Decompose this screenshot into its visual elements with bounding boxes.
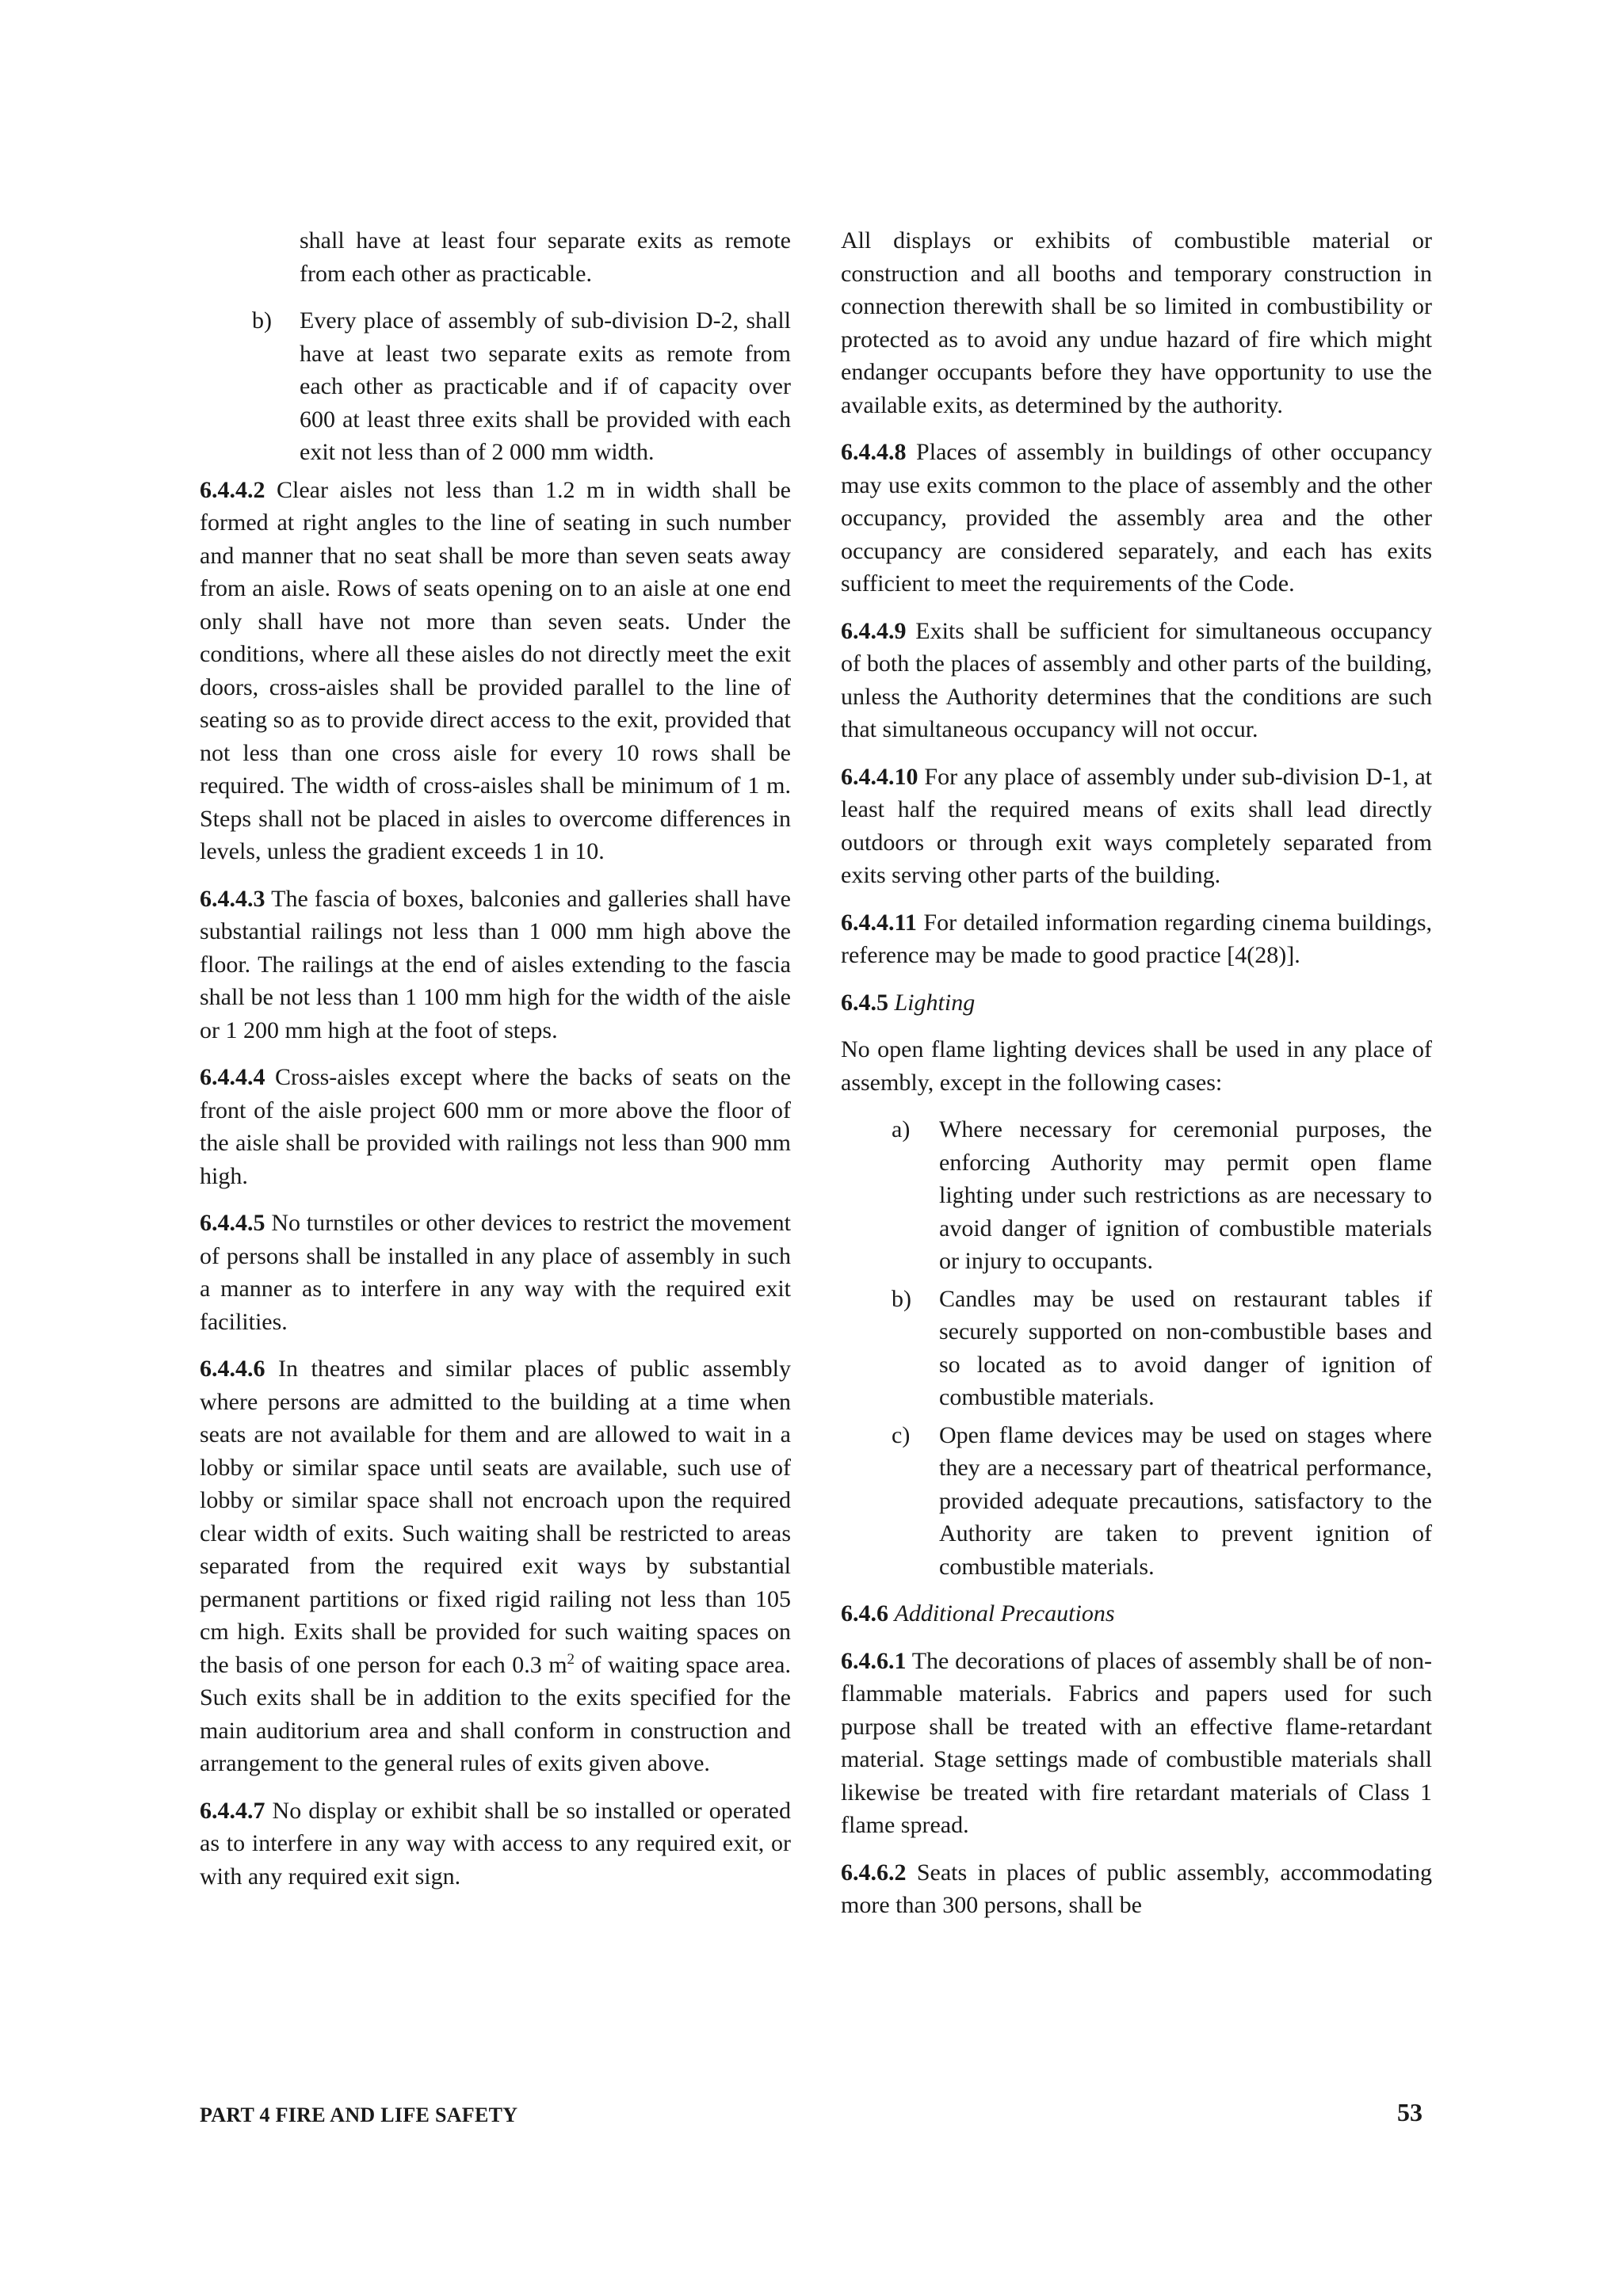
section-number: 6.4.6 bbox=[841, 1600, 888, 1627]
section-number: 6.4.5 bbox=[841, 989, 888, 1016]
clause-6-4-4-5 bbox=[200, 1207, 791, 1338]
clause-number: 6.4.4.3 bbox=[200, 885, 265, 912]
clause-text: For detailed information regarding cinema buildings, reference may be made to good practice [4(28)]. bbox=[841, 909, 1432, 968]
clause-6-4-6-2 bbox=[841, 1856, 1432, 1922]
left-column bbox=[200, 224, 791, 1907]
list-marker: a) bbox=[892, 1116, 911, 1142]
list-item-text: Open flame devices may be used on stages where they are a necessary part of theatrical performance, provided adequate precautions, satisfactory to the Authority are taken to prevent ignition of combustible materials. bbox=[939, 1421, 1432, 1580]
clause-text: Clear aisles not less than 1.2 m in width shall be formed at right angles to the line of seating in such number and manner that no seat shall be more than seven seats away from an aisle. Rows of seats opening on to an aisle at one end only shall have not more than seven seats. Under the conditions, where all these aisles do not directly meet the exit doors, cross-aisles shall be provided parallel to the line of seating so as to provide direct access to the exit, provided that not less than one cross aisle for every 10 rows shall be required. The width of cross-aisles shall be minimum of 1 m. Steps shall not be placed in aisles to overcome differences in levels, unless the gradient exceeds 1 in 10. bbox=[200, 476, 791, 864]
section-title: Additional Precautions bbox=[894, 1600, 1115, 1627]
list-item-text: Where necessary for ceremonial purposes, the enforcing Authority may permit open flame lighting under such restrictions as are necessary to avoid danger of ignition of combustible materials or injury to occupants. bbox=[939, 1116, 1432, 1274]
clause-number: 6.4.4.7 bbox=[200, 1797, 265, 1824]
clause-text: No display or exhibit shall be so installed or operated as to interfere in any way with access to any required exit, or with any required exit sign. bbox=[200, 1797, 791, 1890]
clause-text: Cross-aisles except where the backs of seats on the front of the aisle project 600 mm or more above the floor of the aisle shall be provided with railings not less than 900 mm high. bbox=[200, 1064, 791, 1189]
section-title: Lighting bbox=[894, 989, 976, 1016]
clause-text: No turnstiles or other devices to restrict the movement of persons shall be installed in any place of assembly in such a manner as to interfere in any way with the required exit facilities. bbox=[200, 1210, 792, 1335]
clause-6-4-4-10 bbox=[841, 761, 1432, 892]
clause-number: 6.4.4.6 bbox=[200, 1356, 265, 1382]
clause-text: Places of assembly in buildings of other occupancy may use exits common to the place of assembly and the other occupancy, provided the assembly area and the other occupancy are considered separately, and each has exits sufficient to meet the requirements of the Code. bbox=[841, 439, 1432, 597]
clause-number: 6.4.4.8 bbox=[841, 439, 907, 465]
clause-number: 6.4.4.10 bbox=[841, 763, 918, 790]
clause-6-4-6-1 bbox=[841, 1645, 1432, 1842]
list-item-text: Candles may be used on restaurant tables if securely supported on non-combustible bases and so located as to avoid danger of ignition of combustible materials. bbox=[939, 1285, 1432, 1410]
footer-page-number: 53 bbox=[1397, 2098, 1423, 2126]
clause-number: 6.4.4.2 bbox=[200, 476, 265, 503]
list-item-b bbox=[252, 304, 791, 469]
clause-number: 6.4.4.5 bbox=[200, 1210, 265, 1236]
clause-text: Seats in places of public assembly, accommodating more than 300 persons, shall be bbox=[841, 1859, 1433, 1918]
clause-number: 6.4.4.9 bbox=[841, 617, 907, 644]
clause-number: 6.4.6.2 bbox=[841, 1859, 907, 1886]
clause-text-cont: of waiting space area. Such exits shall be in addition to the exits specified for the main auditorium area and shall conform in construction and arrangement to the general rules of exits given above. bbox=[200, 1651, 791, 1776]
clause-number: 6.4.4.4 bbox=[200, 1064, 265, 1090]
list-marker: b) bbox=[252, 307, 272, 334]
clause-6-4-4-2 bbox=[200, 474, 791, 868]
clause-text: The decorations of places of assembly shall be of non-flammable materials. Fabrics and papers used for such purpose shall be treated with an effective flame-retardant material. Stage settings made of combustible materials shall likewise be treated with fire retardant materials of Class 1 flame spread. bbox=[841, 1647, 1432, 1838]
clause-text: In theatres and similar places of public assembly where persons are admitted to the building at a time when seats are not available for them and are allowed to wait in a lobby or similar space until seats are available, such use of lobby or similar space shall not encroach upon the required clear width of exits. Such waiting shall be restricted to areas separated from the required exit ways by substantial permanent partitions or fixed rigid railing not less than 105 cm high. Exits shall be provided for such waiting spaces on the basis of one person for each 0.3 m bbox=[200, 1356, 791, 1678]
section-heading-additional-precautions bbox=[841, 1597, 1432, 1630]
list-marker: b) bbox=[892, 1285, 911, 1312]
lighting-intro: No open flame lighting devices shall be used in any place of assembly, except in the following cases: bbox=[841, 1036, 1432, 1096]
clause-6-4-4-8 bbox=[841, 436, 1432, 601]
clause-6-4-4-11 bbox=[841, 906, 1432, 972]
clause-text: The fascia of boxes, balconies and galleries shall have substantial railings not less than 1 000 mm high above the floor. The railings at the end of aisles extending to the fascia shall be not less than 1 100 mm high for the width of the aisle or 1 200 mm high at the foot of steps. bbox=[200, 885, 791, 1043]
clause-6-4-4-3 bbox=[200, 883, 791, 1047]
continued-paragraph: All displays or exhibits of combustible material or construction and all booths and temporary construction in connection therewith shall be so limited in combustibility or protected as to avoid any undue hazard of fire which might endanger occupants before they have opportunity to use the available exits, as determined by the authority. bbox=[841, 227, 1432, 418]
clause-6-4-4-7 bbox=[200, 1794, 791, 1894]
superscript: 2 bbox=[567, 1650, 575, 1668]
clause-text: For any place of assembly under sub-division D-1, at least half the required means of exits shall lead directly outdoors or through exit ways completely separated from exits serving other parts of the building. bbox=[841, 763, 1432, 888]
clause-6-4-4-4 bbox=[200, 1061, 791, 1192]
list-item-text: Every place of assembly of sub-division D-2, shall have at least two separate exits as remote from each other as practicable and if of capacity over 600 at least three exits shall be provided with each exit not less than of 2 000 mm width. bbox=[300, 307, 791, 465]
list-item-c bbox=[892, 1419, 1432, 1584]
right-column bbox=[841, 224, 1432, 1936]
list-marker: c) bbox=[892, 1421, 911, 1448]
clause-number: 6.4.6.1 bbox=[841, 1647, 907, 1674]
section-heading-lighting bbox=[841, 986, 1432, 1020]
list-item-a bbox=[892, 1113, 1432, 1278]
footer-part-label: PART 4 FIRE AND LIFE SAFETY bbox=[200, 2103, 518, 2126]
clause-text: Exits shall be sufficient for simultaneous occupancy of both the places of assembly and other parts of the building, unless the Authority determines that the conditions are such that simultaneous occupancy will not occur. bbox=[841, 617, 1432, 742]
list-item-continuation: shall have at least four separate exits as remote from each other as practicable. bbox=[300, 227, 791, 287]
clause-6-4-4-6 bbox=[200, 1352, 791, 1780]
list-item-b bbox=[892, 1283, 1432, 1414]
clause-number: 6.4.4.11 bbox=[841, 909, 917, 936]
clause-6-4-4-9 bbox=[841, 615, 1432, 746]
